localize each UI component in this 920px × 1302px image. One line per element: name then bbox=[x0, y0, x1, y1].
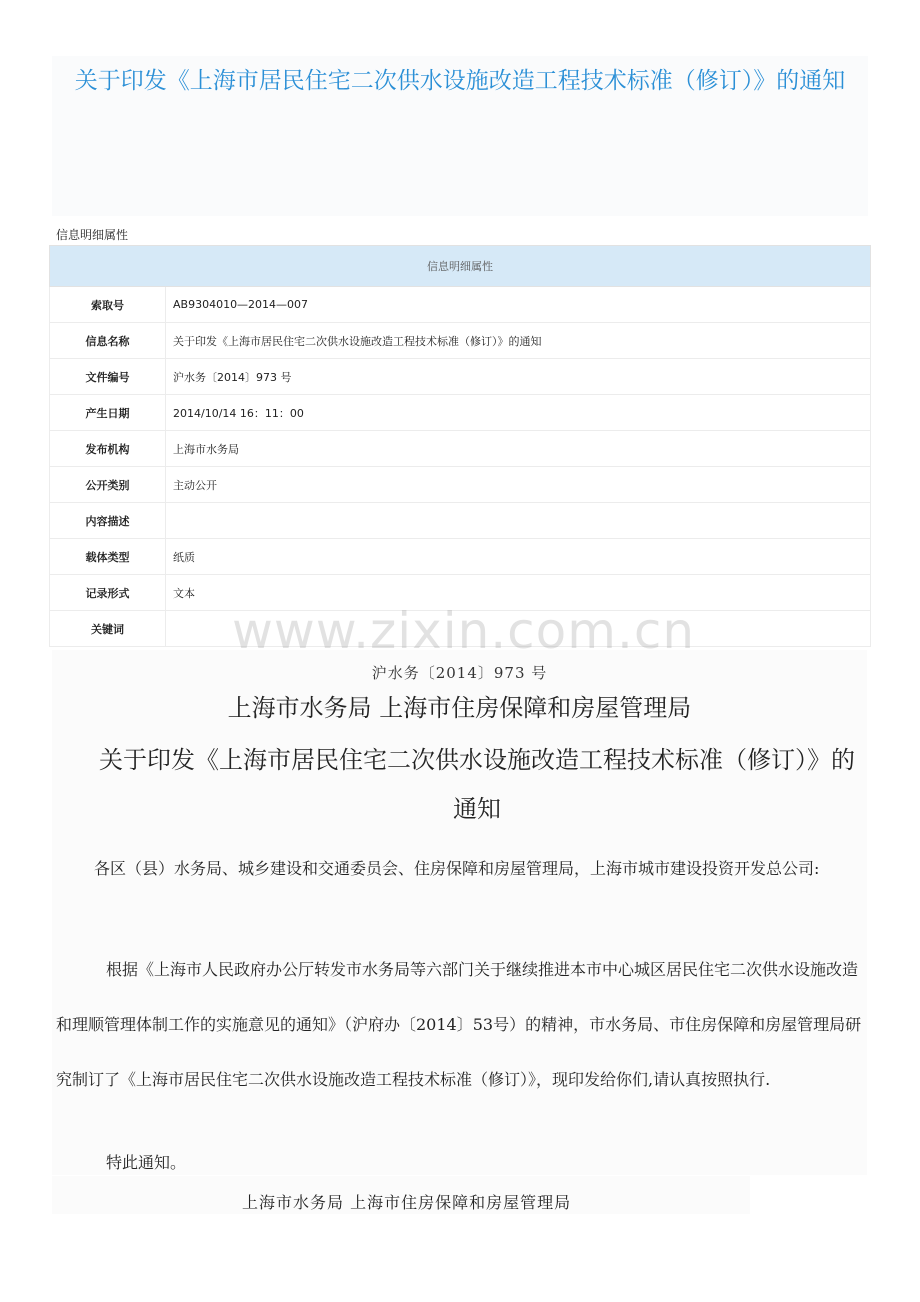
table-row bbox=[50, 323, 871, 359]
row-label: 文件编号 bbox=[50, 359, 166, 395]
metadata-table bbox=[49, 245, 871, 647]
signature-block bbox=[52, 1176, 750, 1214]
row-label: 信息名称 bbox=[50, 323, 166, 359]
row-label: 公开类别 bbox=[50, 467, 166, 503]
signature-text: 上海市水务局 上海市住房保障和房屋管理局 bbox=[242, 1193, 572, 1212]
row-value: 沪水务〔2014〕973 号 bbox=[166, 359, 871, 395]
row-value: 纸质 bbox=[166, 539, 871, 575]
section-caption: 信息明细属性 bbox=[56, 228, 129, 242]
row-label: 产生日期 bbox=[50, 395, 166, 431]
document-issuers: 上海市水务局 上海市住房保障和房屋管理局 bbox=[227, 694, 692, 722]
row-value bbox=[166, 503, 871, 539]
table-row bbox=[50, 467, 871, 503]
row-value: 上海市水务局 bbox=[166, 431, 871, 467]
table-row bbox=[50, 503, 871, 539]
document-number: 沪水务〔2014〕973 号 bbox=[371, 664, 548, 682]
document-body bbox=[52, 650, 867, 1175]
row-value: 文本 bbox=[166, 575, 871, 611]
document-paragraph: 根据《上海市人民政府办公厅转发市水务局等六部门关于继续推进本市中心城区居民住宅二次供水设施改造和理顺管理体制工作的实施意见的通知》（沪府办〔2014〕53号）的精神，市水务局、市住房保障和房屋管理局研究制订了《上海市居民住宅二次供水设施改造工程技术标准（修订）》，现印发给你们,请认真按照执行. bbox=[56, 960, 862, 1089]
row-label: 载体类型 bbox=[50, 539, 166, 575]
table-header-row bbox=[50, 246, 871, 287]
row-value: AB9304010—2014—007 bbox=[166, 287, 871, 323]
row-value: 2014/10/14 16：11：00 bbox=[166, 395, 871, 431]
table-row bbox=[50, 539, 871, 575]
row-value: 关于印发《上海市居民住宅二次供水设施改造工程技术标准（修订）》的通知 bbox=[166, 323, 871, 359]
document-closing: 特此通知。 bbox=[106, 1153, 187, 1172]
row-label: 内容描述 bbox=[50, 503, 166, 539]
watermark: www.zixin.com.cn bbox=[232, 602, 696, 660]
row-label: 发布机构 bbox=[50, 431, 166, 467]
document-title: 关于印发《上海市居民住宅二次供水设施改造工程技术标准（修订）》的通知 bbox=[99, 746, 855, 823]
table-row bbox=[50, 287, 871, 323]
row-value: 主动公开 bbox=[166, 467, 871, 503]
row-label: 索取号 bbox=[50, 287, 166, 323]
table-row bbox=[50, 431, 871, 467]
table-row bbox=[50, 359, 871, 395]
table-row bbox=[50, 395, 871, 431]
row-label: 记录形式 bbox=[50, 575, 166, 611]
document-addressee: 各区（县）水务局、城乡建设和交通委员会、住房保障和房屋管理局，上海市城市建设投资开发总公司: bbox=[94, 859, 820, 878]
table-header: 信息明细属性 bbox=[50, 246, 871, 287]
page-title: 关于印发《上海市居民住宅二次供水设施改造工程技术标准（修订）》的通知 bbox=[52, 56, 868, 216]
row-label: 关键词 bbox=[50, 611, 166, 647]
